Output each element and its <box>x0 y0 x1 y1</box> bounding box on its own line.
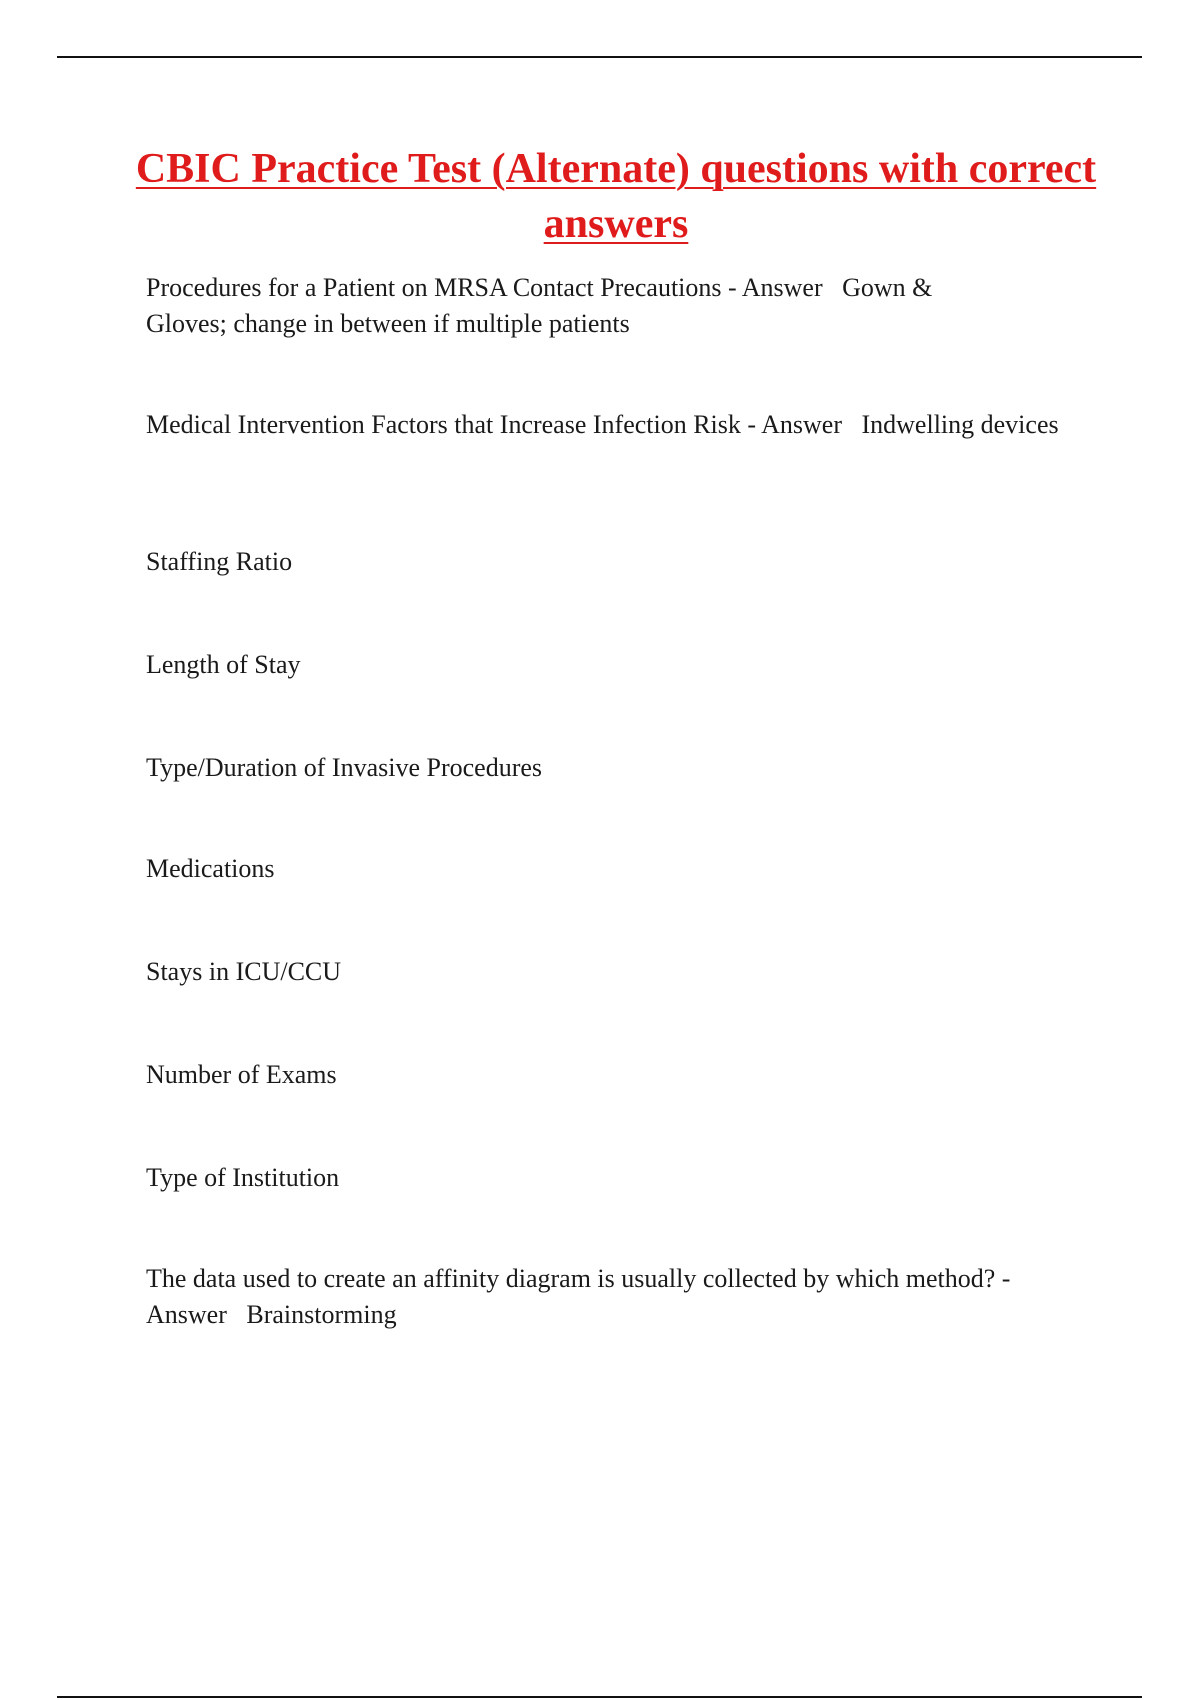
qa-entry: Length of Stay <box>146 650 301 679</box>
qa-entry: Staffing Ratio <box>146 547 293 576</box>
qa-entry: Type of Institution <box>146 1163 340 1192</box>
qa-entry: Medical Intervention Factors that Increase Infection Risk - Answer Indwelling devices <box>146 410 1059 439</box>
document-title: CBIC Practice Test (Alternate) questions with correct answers <box>135 146 1097 247</box>
qa-entry: Stays in ICU/CCU <box>146 957 342 986</box>
bottom-rule <box>57 1696 1142 1698</box>
top-rule <box>57 56 1142 58</box>
qa-entry: The data used to create an affinity diagram is usually collected by which method? - Answer Brainstorming <box>146 1264 1016 1329</box>
qa-entry: Number of Exams <box>146 1060 337 1089</box>
qa-entry: Type/Duration of Invasive Procedures <box>146 753 543 782</box>
qa-entry: Procedures for a Patient on MRSA Contact Precautions - Answer Gown & Gloves; change in between if multiple patients <box>146 273 939 338</box>
qa-entry: Medications <box>146 854 275 883</box>
